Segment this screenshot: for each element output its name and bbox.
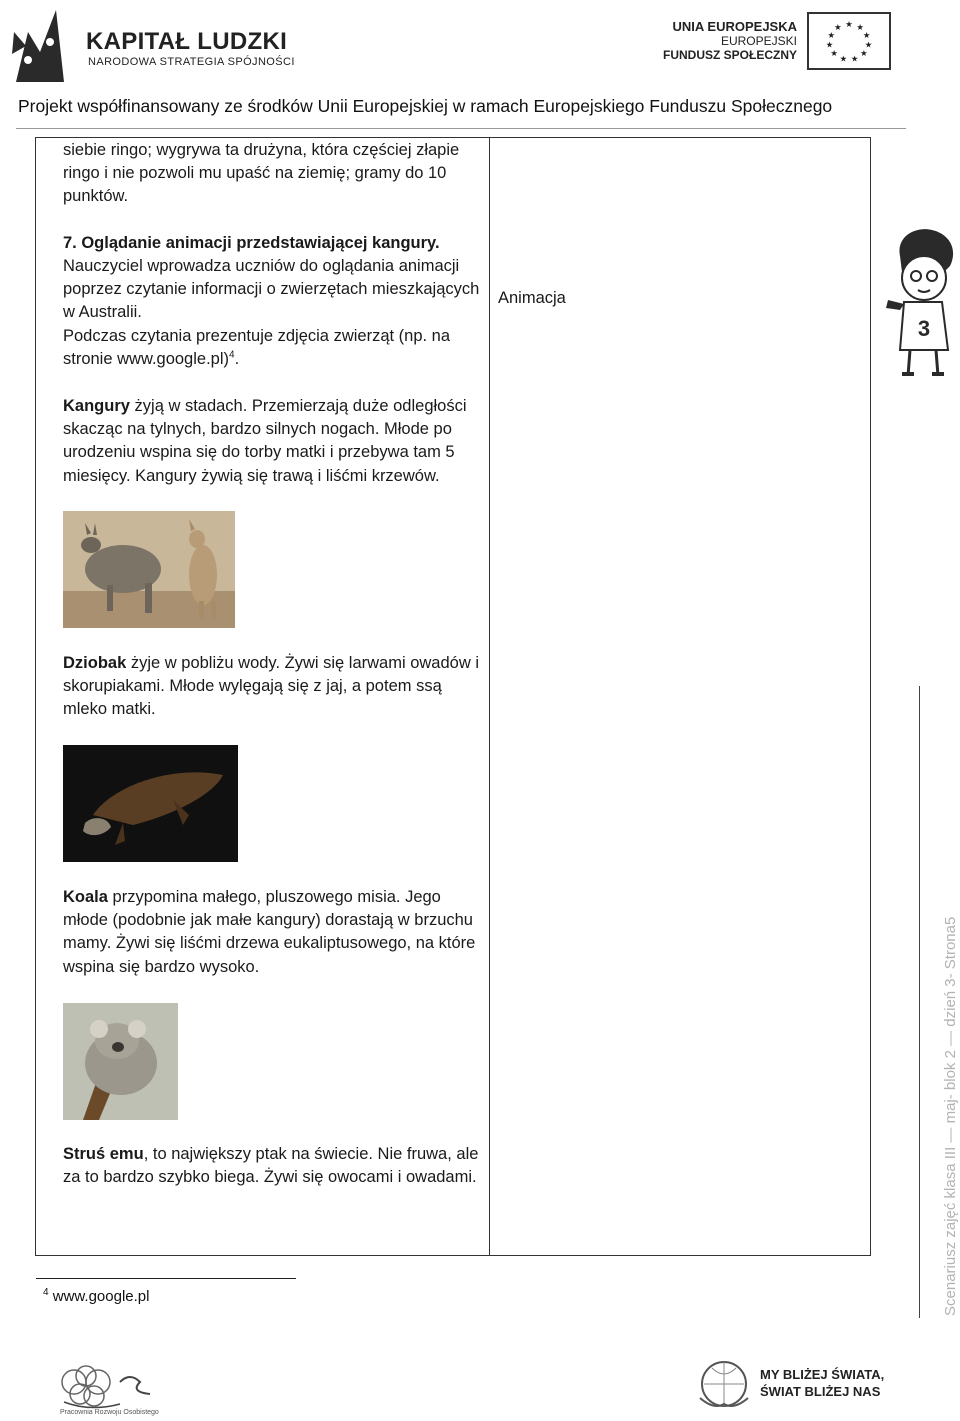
self-caption: Pracownia Rozwoju Osobistego	[60, 1409, 159, 1416]
project-funding-line: Projekt współfinansowany ze środków Unii Europejskiej w ramach Europejskiego Funduszu Społecznego	[18, 96, 833, 116]
media-label: Animacja	[498, 289, 566, 307]
svg-text:★: ★	[830, 47, 838, 58]
koala-photo	[63, 1003, 178, 1120]
page-header	[0, 0, 960, 128]
emu-paragraph	[63, 1143, 483, 1189]
platypus-text: żyje w pobliżu wody. Żywi się larwami owadów i skorupiakami. Młode wylęgają się z jaj, a potem ssą mleko matki.	[63, 654, 479, 719]
sidebar-line	[919, 686, 920, 1318]
platypus-photo	[63, 745, 238, 862]
eu-fund-label	[663, 20, 797, 62]
svg-text:★: ★	[839, 53, 848, 64]
slogan-line1: MY BLIŻEJ ŚWIATA,	[760, 1367, 885, 1382]
logo-subtitle: NARODOWA STRATEGIA SPÓJNOŚCI	[88, 56, 295, 68]
mascot-number: 3	[917, 316, 931, 341]
intro-paragraph-2: Nauczyciel wprowadza uczniów do oglądania animacji poprzez czytanie informacji o zwierzętach mieszkających w Australii.	[63, 257, 480, 322]
header-divider	[16, 128, 906, 129]
svg-text:★: ★	[827, 30, 836, 41]
intro-paragraph-1: siebie ringo; wygrywa ta drużyna, która częściej złapie ringo i nie pozwoli mu upaść na ziemię; gramy do 10 punktów.	[63, 141, 460, 206]
platypus-name: Dziobak	[63, 654, 127, 672]
svg-text:★: ★	[850, 53, 859, 64]
globe-hands-icon	[694, 1354, 754, 1414]
svg-text:★: ★	[845, 19, 853, 30]
sidebar-vertical-text: Scenariusz zajęć klasa III — maj- blok 2 — dzień 3- Strona5	[942, 916, 959, 1316]
self-logo	[50, 1352, 170, 1416]
intro-paragraph-3-text: Podczas czytania prezentuje zdjęcia zwierząt (np. na stronie www.google.pl)	[63, 327, 451, 369]
kapital-ludzki-logo	[6, 2, 70, 86]
kangaroo-name: Kangury	[63, 397, 130, 415]
svg-text:★: ★	[834, 21, 842, 32]
eu-line2: EUROPEJSKI	[720, 34, 797, 48]
footnote-number: 4	[43, 1287, 49, 1298]
eu-line3: FUNDUSZ SPOŁECZNY	[662, 48, 797, 62]
koala-name: Koala	[63, 888, 108, 906]
svg-text:★: ★	[856, 21, 864, 32]
svg-text:★: ★	[862, 30, 871, 41]
intro-paragraph-3	[63, 325, 483, 371]
intro-paragraph-3-end: .	[234, 350, 240, 369]
mascot-girl-illustration	[886, 226, 960, 382]
slogan	[760, 1366, 884, 1400]
slogan-line2: ŚWIAT BLIŻEJ NAS	[760, 1384, 881, 1399]
koala-text: przypomina małego, pluszowego misia. Jego młode (podobnie jak małe kangury) dorastają w brzuchu mamy. Żywi się liśćmi drzewa eukaliptusowego, na które wspina się bardzo wysoko.	[63, 888, 476, 976]
kangaroo-photo	[63, 511, 235, 628]
emu-name: Struś emu	[63, 1145, 144, 1163]
footnote-rule	[36, 1278, 296, 1279]
svg-text:★: ★	[864, 39, 873, 50]
footnote	[43, 1288, 149, 1305]
footnote-text: www.google.pl	[52, 1288, 150, 1305]
logo-title: KAPITAŁ LUDZKI	[86, 28, 288, 55]
table-column-divider	[489, 137, 490, 1256]
svg-text:★: ★	[860, 47, 868, 58]
platypus-paragraph	[63, 652, 483, 722]
eu-line1: UNIA EUROPEJSKA	[672, 19, 797, 34]
kangaroo-paragraph	[63, 395, 483, 488]
eu-flag-icon	[807, 12, 891, 70]
footnote-reference: 4	[229, 349, 235, 361]
koala-paragraph	[63, 886, 483, 979]
svg-text:★: ★	[825, 39, 834, 50]
kangaroo-text: żyją w stadach. Przemierzają duże odległości skacząc na tylnych, bardzo silnych nogach. Młode po urodzeniu wspina się do torby matki i przebywa tam 5 miesięcy. Kangury żywią się trawą i liśćmi krzewów.	[63, 397, 467, 485]
emu-text: , to największy ptak na świecie. Nie fruwa, ale za to bardzo szybko biega. Żywi się owocami i owadami.	[63, 1145, 479, 1187]
section-heading: 7. Oglądanie animacji przedstawiającej kangury.	[63, 234, 440, 252]
